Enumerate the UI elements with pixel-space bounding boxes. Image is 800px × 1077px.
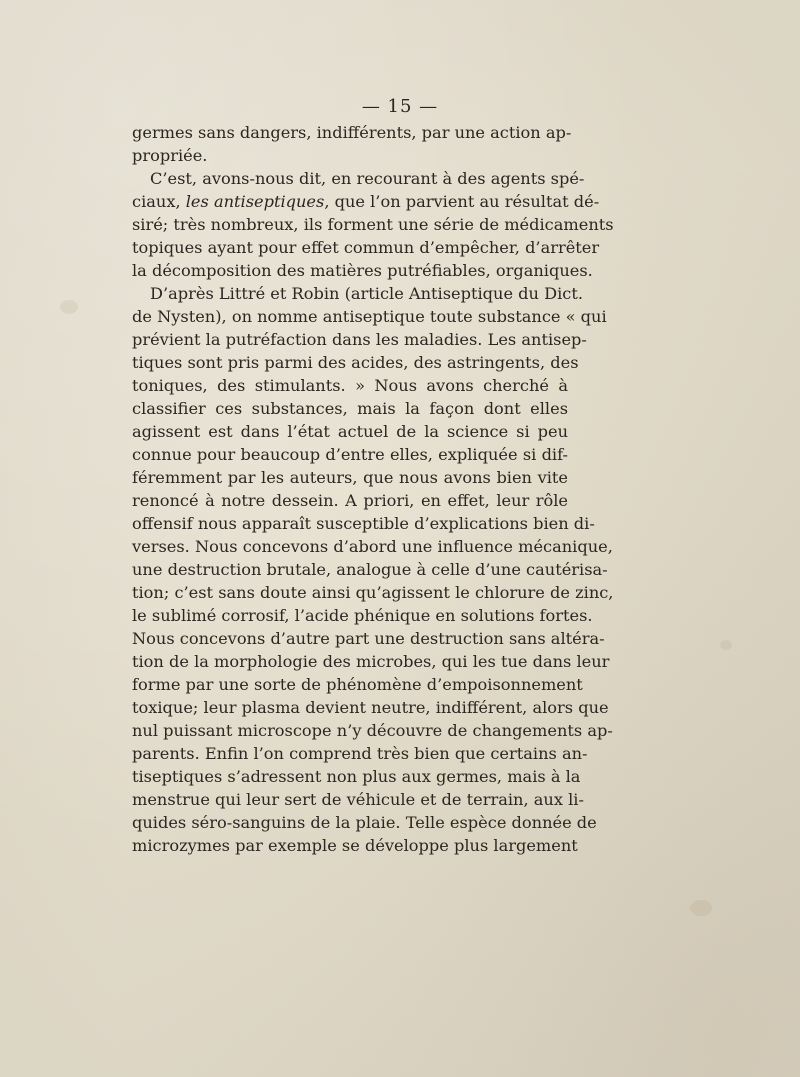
text-line: parents. Enfin l’on comprend très bien que certains an- xyxy=(132,744,588,763)
text-run: , que l’on parvient au résultat dé- xyxy=(324,192,600,211)
page-number: — 15 — xyxy=(361,96,439,117)
text-line: siré; très nombreux, ils forment une série de médicaments xyxy=(132,215,614,234)
text-line: une destruction brutale, analogue à celle d’une cautérisa- xyxy=(132,560,608,579)
text-line: agissent est dans l’état actuel de la science si peu xyxy=(132,422,568,441)
paper-stain xyxy=(720,640,732,650)
text-line: toniques, des stimulants. » Nous avons cherché à xyxy=(132,376,568,395)
body-text xyxy=(132,121,614,857)
text-line: verses. Nous concevons d’abord une influence mécanique, xyxy=(132,537,613,556)
text-line: topiques ayant pour effet commun d’empêcher, d’arrêter xyxy=(132,238,600,257)
text-line: tion; c’est sans doute ainsi qu’agissent le chlorure de zinc, xyxy=(132,583,614,602)
text-line: offensif nous apparaît susceptible d’explications bien di- xyxy=(132,514,595,533)
italic-term: les antiseptiques xyxy=(185,192,325,211)
text-line: la décomposition des matières putréfiables, organiques. xyxy=(132,261,593,280)
text-line: nul puissant microscope n’y découvre de changements ap- xyxy=(132,721,613,740)
text-line: renoncé à notre dessein. A priori, en effet, leur rôle xyxy=(132,491,568,510)
text-line: quides séro-sanguins de la plaie. Telle espèce donnée de xyxy=(132,813,597,832)
text-line: féremment par les auteurs, que nous avons bien vite xyxy=(132,468,568,487)
text-line: menstrue qui leur sert de véhicule et de terrain, aux li- xyxy=(132,790,584,809)
text-line: prévient la putréfaction dans les maladies. Les antisep- xyxy=(132,330,587,349)
text-line: propriée. xyxy=(132,146,208,165)
text-line: germes sans dangers, indifférents, par une action ap- xyxy=(132,123,572,142)
text-line: C’est, avons-nous dit, en recourant à des agents spé- xyxy=(150,169,585,188)
text-run: ciaux, xyxy=(132,192,186,211)
text-line: toxique; leur plasma devient neutre, indifférent, alors que xyxy=(132,698,609,717)
text-line: forme par une sorte de phénomène d’empoisonnement xyxy=(132,675,583,694)
text-line: classifier ces substances, mais la façon dont elles xyxy=(132,399,568,418)
text-line: D’après Littré et Robin (article Antiseptique du Dict. xyxy=(150,284,583,303)
text-line: de Nysten), on nomme antiseptique toute substance « qui xyxy=(132,307,607,326)
text-line: le sublimé corrosif, l’acide phénique en solutions fortes. xyxy=(132,606,593,625)
text-line: connue pour beaucoup d’entre elles, expliquée si dif- xyxy=(132,445,568,464)
text-line: tion de la morphologie des microbes, qui les tue dans leur xyxy=(132,652,610,671)
text-line xyxy=(132,190,600,213)
text-line: tiques sont pris parmi des acides, des astringents, des xyxy=(132,353,579,372)
text-line: Nous concevons d’autre part une destruction sans altéra- xyxy=(132,629,605,648)
paper-stain xyxy=(60,300,78,314)
text-line: tiseptiques s’adressent non plus aux germes, mais à la xyxy=(132,767,581,786)
text-line: microzymes par exemple se développe plus largement xyxy=(132,836,578,855)
paper-stain xyxy=(690,900,712,916)
